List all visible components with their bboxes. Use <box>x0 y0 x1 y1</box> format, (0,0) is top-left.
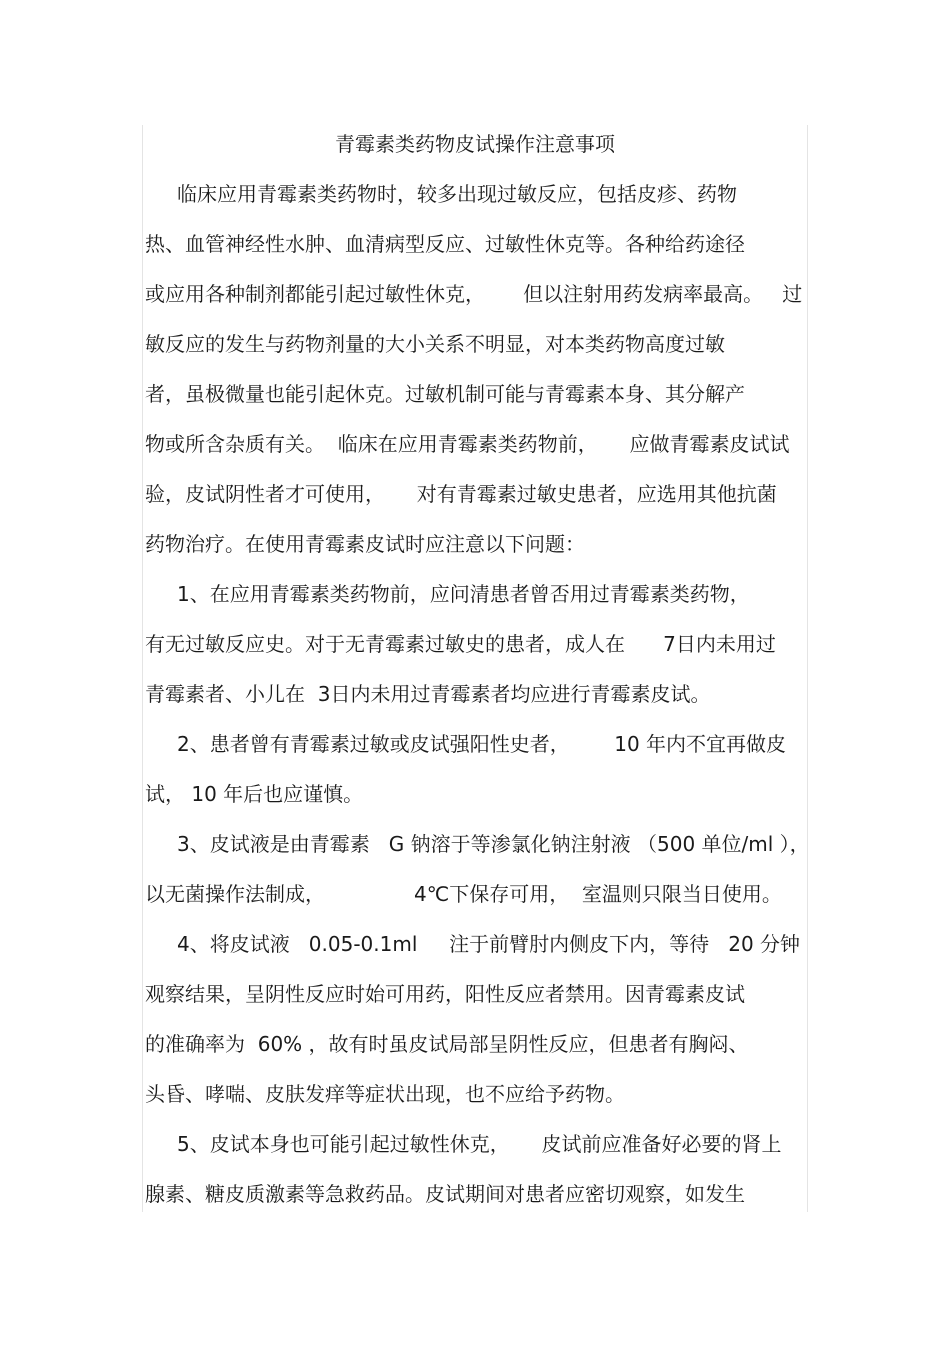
paragraph-line: 或应用各种制剂都能引起过敏性休克， 但以注射用药发病率最高。 过 <box>145 282 803 306</box>
list-item-line: 观察结果，呈阴性反应时始可用药，阳性反应者禁用。因青霉素皮试 <box>145 982 745 1006</box>
list-item-line: 2、患者曾有青霉素过敏或皮试强阳性史者， 10 年内不宜再做皮 <box>177 732 787 756</box>
list-item-line: 腺素、糖皮质激素等急救药品。皮试期间对患者应密切观察，如发生 <box>145 1182 745 1206</box>
document-title: 青霉素类药物皮试操作注意事项 <box>335 132 615 156</box>
list-item-line: 3、皮试液是由青霉素 G 钠溶于等渗氯化钠注射液 （500 单位/ml ）， <box>177 832 810 856</box>
list-item-line: 青霉素者、小儿在 3日内未用过青霉素者均应进行青霉素皮试。 <box>145 682 711 706</box>
list-item-line: 4、将皮试液 0.05-0.1ml 注于前臂肘内侧皮下内，等待 20 分钟 <box>177 932 801 956</box>
list-item-line: 试， 10 年后也应谨慎。 <box>145 782 364 806</box>
paragraph-line: 者，虽极微量也能引起休克。过敏机制可能与青霉素本身、其分解产 <box>145 382 745 406</box>
paragraph-line: 物或所含杂质有关。 临床在应用青霉素类药物前， 应做青霉素皮试试 <box>145 432 790 456</box>
list-item-line: 1、在应用青霉素类药物前，应问清患者曾否用过青霉素类药物， <box>177 582 750 606</box>
list-item-line: 的准确率为 60% ，故有时虽皮试局部呈阴性反应，但患者有胸闷、 <box>145 1032 749 1056</box>
paragraph-line: 热、血管神经性水肿、血清病型反应、过敏性休克等。各种给药途径 <box>145 232 745 256</box>
paragraph-line: 验，皮试阴性者才可使用， 对有青霉素过敏史患者，应选用其他抗菌 <box>145 482 777 506</box>
paragraph-line: 药物治疗。在使用青霉素皮试时应注意以下问题： <box>145 532 585 556</box>
list-item-line: 5、皮试本身也可能引起过敏性休克， 皮试前应准备好必要的肾上 <box>177 1132 782 1156</box>
list-item-line: 以无菌操作法制成， 4℃下保存可用， 室温则只限当日使用。 <box>145 882 782 906</box>
paragraph-line: 临床应用青霉素类药物时，较多出现过敏反应，包括皮疹、药物 <box>177 182 737 206</box>
list-item-line: 有无过敏反应史。对于无青霉素过敏史的患者，成人在 7日内未用过 <box>145 632 776 656</box>
paragraph-line: 敏反应的发生与药物剂量的大小关系不明显，对本类药物高度过敏 <box>145 332 725 356</box>
list-item-line: 头昏、哮喘、皮肤发痒等症状出现，也不应给予药物。 <box>145 1082 625 1106</box>
